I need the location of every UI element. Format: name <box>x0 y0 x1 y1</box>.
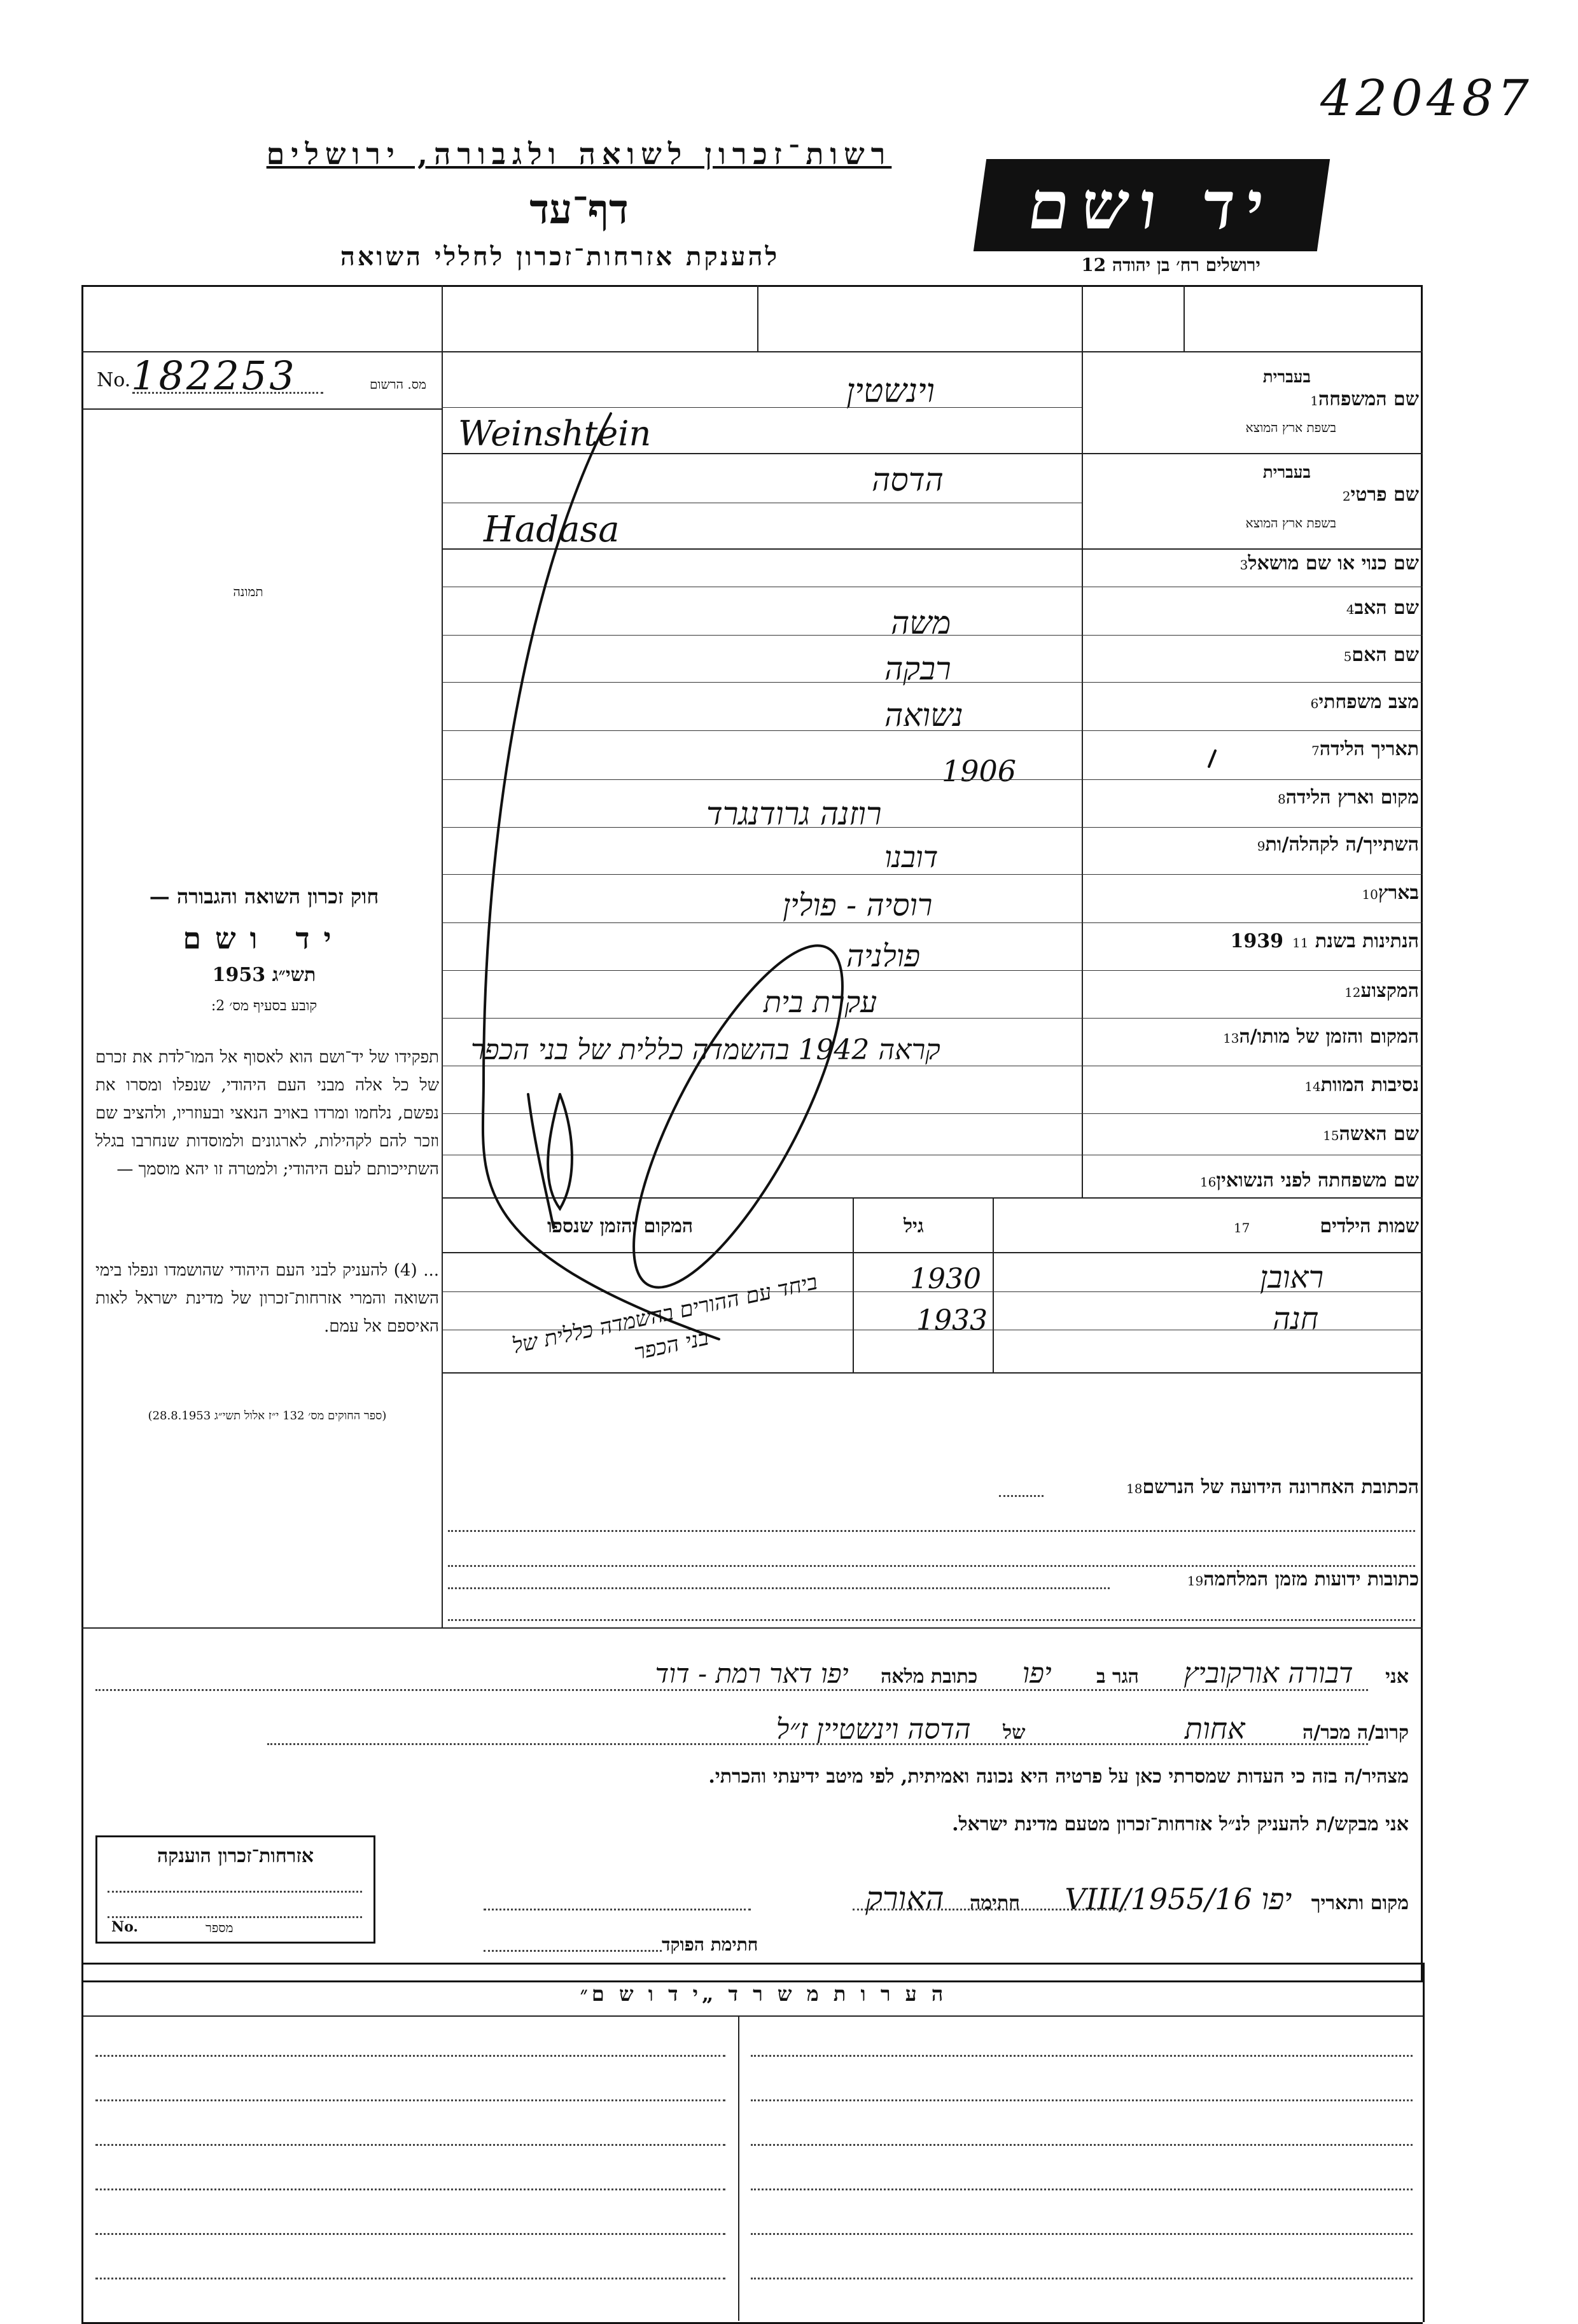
archive-number: 420487 <box>1320 70 1533 127</box>
registration-label: מס. הרשום <box>369 377 426 392</box>
field-4-label: שם האב4 <box>1346 597 1419 619</box>
field-6-value: נשואה <box>884 697 963 734</box>
field-6-label: מצב משפחתי6 <box>1310 691 1419 713</box>
law-title: חוק זכרון השואה והגבורה — <box>149 884 379 908</box>
declaration-line-4: אני מבקש/ת להעניק לנ״ל אזרחות־זכרון מטעם מדינת ישראל. <box>952 1813 1409 1835</box>
law-body: תפקידו של יד־ושם הוא לאסוף אל המו־לדת את זכרם של כל אלה מבני העם היהודי, שנפלו ומסרו את נפשם, נלחמו ומרדו באויב הנאצי ובעוזריו, ולהציב שם וזכר להם לקהילות, לארגונים ולמוסדות שנחרבו בגלל השתייכותם לעם היהודי; ולמטרה זו יהא מוסמך — <box>95 1048 439 1179</box>
photo-label: תמונה <box>233 584 263 599</box>
field-13-label: המקום והזמן של מותו/ה13 <box>1223 1026 1419 1048</box>
field-1-sub-hebrew: בעברית <box>1262 368 1311 387</box>
field-12-label: המקצוע12 <box>1344 980 1419 1002</box>
child-2-name: חנה <box>1273 1301 1319 1337</box>
header-address: ירושלים רח׳ בן יהודה 12 <box>1081 254 1260 275</box>
place-date-value: יפו 16/VIII/1955 <box>1065 1882 1292 1916</box>
field-9-label: השתייך/ה לקהלה/ות9 <box>1257 833 1419 856</box>
pen-stroke-ellipse <box>595 920 881 1314</box>
registration-prefix: No. <box>97 369 131 391</box>
field-3-label: שם כנוי או שם מושאל3 <box>1239 552 1419 574</box>
citizenship-box-title: אזרחות־זכרון הוענקה <box>157 1845 314 1867</box>
declarant-city: יפו <box>1022 1657 1052 1690</box>
citizenship-no: No. <box>111 1919 139 1935</box>
field-7-value: 1906 <box>942 754 1017 788</box>
field-14-label: נסיבות המוות14 <box>1304 1074 1419 1096</box>
logo-text: יד ושם <box>1023 166 1280 244</box>
field-18-label: הכתובת האחרונה הידועה של הנרשם18 <box>1126 1476 1419 1498</box>
children-col-age: גיל <box>904 1215 924 1237</box>
child-1-name: ראובן <box>1260 1260 1324 1295</box>
field-2-label: שם פרטי2 <box>1342 484 1419 506</box>
field-8-label: מקום וארץ הלידה8 <box>1277 786 1419 809</box>
field-1-sub-origin: בשפת ארץ המוצא <box>1245 420 1336 435</box>
pen-stroke-loop-1 <box>548 1094 572 1209</box>
children-col-place: המקום והזמן שנספו <box>547 1215 694 1237</box>
law-ref: (ספר החוקים מס׳ 132 י״ז אלול תשי״ג 28.8.1953) <box>148 1409 387 1423</box>
field-9-value: דובנו <box>884 840 939 874</box>
field-12-value: עקרת בית <box>764 985 877 1019</box>
law-clause: קובע בסעיף מס׳ 2: <box>211 998 318 1014</box>
field-5-value: רבקה <box>884 650 951 687</box>
field-10-value: רוסיה - פולין <box>783 887 933 923</box>
law-year: תשי״ג 1953 <box>212 964 316 986</box>
place-date-row: מקום ותאריך יפו 16/VIII/1955 חתימה האורק <box>865 1880 1409 1917</box>
field-4-value: משה <box>891 604 951 641</box>
field-11-label: הנתינות בשנת 193911 <box>1230 930 1419 952</box>
authority-title: רשות־זכרון לשואה ולגבורה, ירושלים <box>266 137 892 171</box>
field-15-label: שם האשה15 <box>1323 1123 1419 1145</box>
field-1-label: שם המשפחה1 <box>1310 388 1419 410</box>
field-2-hebrew: הדסה <box>872 461 944 498</box>
citizenship-number-label: מספר <box>206 1920 234 1935</box>
pen-stroke-long <box>483 414 719 1339</box>
relation-value: אחות <box>1184 1711 1245 1746</box>
field-16-label: שם משפחתה לפני הנשואין16 <box>1199 1169 1419 1192</box>
registration-number: 182253 <box>131 352 297 399</box>
declaration-line-1: אני דבורה אורקוביץ הגר ב יפו כתובת מלאה יפו דאר רמת - דוד <box>655 1657 1409 1690</box>
field-13-value: קראה 1942 בהשמדה כללית של בני הכפר <box>471 1034 940 1066</box>
field-8-value: רוזנה גרודנגרד <box>706 795 882 832</box>
declarant-address: יפו דאר רמת - דוד <box>655 1658 849 1689</box>
form-subtitle: להענקת אזרחות־זכרון לחללי השואה <box>340 242 780 272</box>
field-7-label: תאריך הלידה7 <box>1311 738 1419 760</box>
declarant-name: דבורה אורקוביץ <box>1184 1657 1353 1690</box>
declaration-line-2: קרוב/ה מכר/ה אחות של הדסה וינשטיין ז״ל <box>776 1711 1409 1746</box>
relation-of-value: הדסה וינשטיין ז״ל <box>776 1713 971 1746</box>
children-col-names: שמות הילדים17 <box>1233 1215 1419 1237</box>
field-11-value: פולניה <box>846 938 921 974</box>
law-body-2: ... (4) להעניק לבני העם היהודי שהושמדו ונפלו בימי השואה והמרי אזרחות־זכרון של מדינת ישראל לאות האיספם אל עמם. <box>95 1261 439 1336</box>
field-1-hebrew: וינשטין <box>846 372 935 410</box>
pen-stroke-loop-2 <box>528 1094 554 1228</box>
children-place-note: ביחד עם ההורים בהשמדה כללית של בני הכפר <box>510 1269 820 1366</box>
field-10-label: בארץ10 <box>1362 882 1419 904</box>
signature-value: האורק <box>865 1880 944 1917</box>
field-5-label: שם האם5 <box>1343 644 1419 666</box>
child-2-age: 1933 <box>916 1304 988 1337</box>
declaration-line-3: מצהיר/ה בזה כי העדות שמסרתי כאן על פרטיה היא נכונה ואמיתית, לפי מיטב ידיעתי והכרתי. <box>708 1765 1409 1788</box>
remarks-title: ה ע ר ו ת מ ש ר ד „י ד ו ש ם״ <box>580 1982 947 2006</box>
law-name: יד ושם <box>183 921 346 956</box>
pen-stroke-tick <box>1209 751 1215 767</box>
field-2-origin: Hadasa <box>484 509 620 550</box>
officer-signature-label: חתימת הפוקד <box>662 1934 758 1955</box>
field-2-sub-hebrew: בעברית <box>1262 463 1311 482</box>
field-1-origin: Weinshtein <box>458 414 652 454</box>
child-1-age: 1930 <box>910 1263 981 1295</box>
form-title: דף־עד <box>529 186 629 233</box>
field-2-sub-origin: בשפת ארץ המוצא <box>1245 515 1336 531</box>
field-19-label: כתובות ידועות מזמן המלחמה19 <box>1187 1568 1419 1590</box>
